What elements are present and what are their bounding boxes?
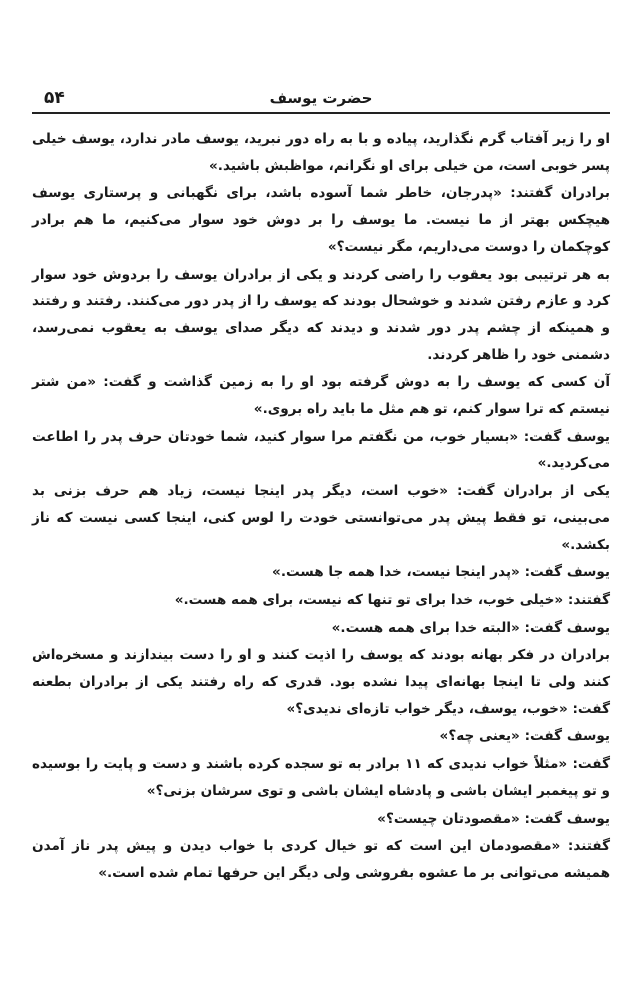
paragraph: گفتند: «مقصودمان این است که تو خیال کردی با خواب دیدن و پیش پدر ناز آمدن همیشه می‌توانی بر ما عشوه بفروشی ولی دیگر این حرفها تمام شده است.» (32, 838, 610, 881)
paragraph: آن کسی که یوسف را به دوش گرفته بود او را به زمین گذاشت و گفت: «من شتر نیستم که ترا سوار کنم، تو هم مثل ما باید راه بروی.» (32, 374, 610, 418)
body-text (32, 126, 610, 887)
paragraph: برادران گفتند: «پدرجان، خاطر شما آسوده باشد، برای نگهبانی و پرستاری یوسف هیچکس بهتر از ما نیست. ما یوسف را بر دوش خود سوار می‌کنیم، ما هم برادر کوچکمان را دوست می‌داریم، مگر نیست؟» (32, 185, 610, 255)
book-title: حضرت یوسف (269, 89, 373, 107)
paragraph: گفتند: «خیلی خوب، خدا برای تو تنها که نیست، برای همه هست.» (174, 591, 610, 608)
paragraph: گفت: «مثلاً خواب ندیدی که ۱۱ برادر به تو سجده کرده باشند و دست و پایت را بوسیده و تو پیغمبر ایشان باشی و پادشاه ایشان باشی و توی سرشان بزنی؟» (32, 756, 610, 799)
paragraph: به هر ترتیبی بود یعقوب را راضی کردند و یکی از برادران یوسف را بردوش خود سوار کرد و عازم رفتن شدند و خوشحال بودند که یوسف را از پدر دور می‌کنند. رفتند و رفتند و همینکه از چشم پدر دور شدند و دیدند که دیگر صدای یوسف به یعقوب نمی‌رسد، دشمنی خود را ظاهر کردند. (32, 266, 610, 363)
page-number: ۵۴ (44, 88, 65, 108)
paragraph: یوسف گفت: «مقصودتان چیست؟» (377, 810, 610, 827)
paragraph: یوسف گفت: «یعنی چه؟» (439, 728, 610, 745)
paragraph: برادران در فکر بهانه بودند که یوسف را اذیت کنند و او را دست بیندازند و مسخره‌اش کنند ولی تا اینجا بهانه‌ای پیدا نشده بود. قدری که راه رفتند یکی از برادران بطعنه گفت: «خوب، یوسف، دیگر خواب تازه‌ای ندیدی؟» (32, 647, 610, 717)
paragraph: یوسف گفت: «البته خدا برای همه هست.» (331, 619, 610, 636)
running-header (32, 84, 610, 114)
paragraph: او را زیر آفتاب گرم نگذارید، پیاده و با به راه دور نبرید، یوسف مادر ندارد، یوسف خیلی پسر خوبی است، من خیلی برای او نگرانم، مواظبش باشید.» (32, 131, 610, 174)
paragraph: یوسف گفت: «پدر اینجا نیست، خدا همه جا هست.» (272, 564, 610, 581)
paragraph: یکی از برادران گفت: «خوب است، دیگر پدر اینجا نیست، زیاد هم حرف بزنی بد می‌بینی، تو فقط پیش پدر می‌توانستی خودت را لوس کنی، اینجا کسی نیست که ناز بکشد.» (32, 483, 610, 553)
book-page (32, 84, 610, 888)
paragraph: یوسف گفت: «بسیار خوب، من نگفتم مرا سوار کنید، شما خودتان حرف پدر را اطاعت می‌کردید.» (32, 428, 610, 472)
